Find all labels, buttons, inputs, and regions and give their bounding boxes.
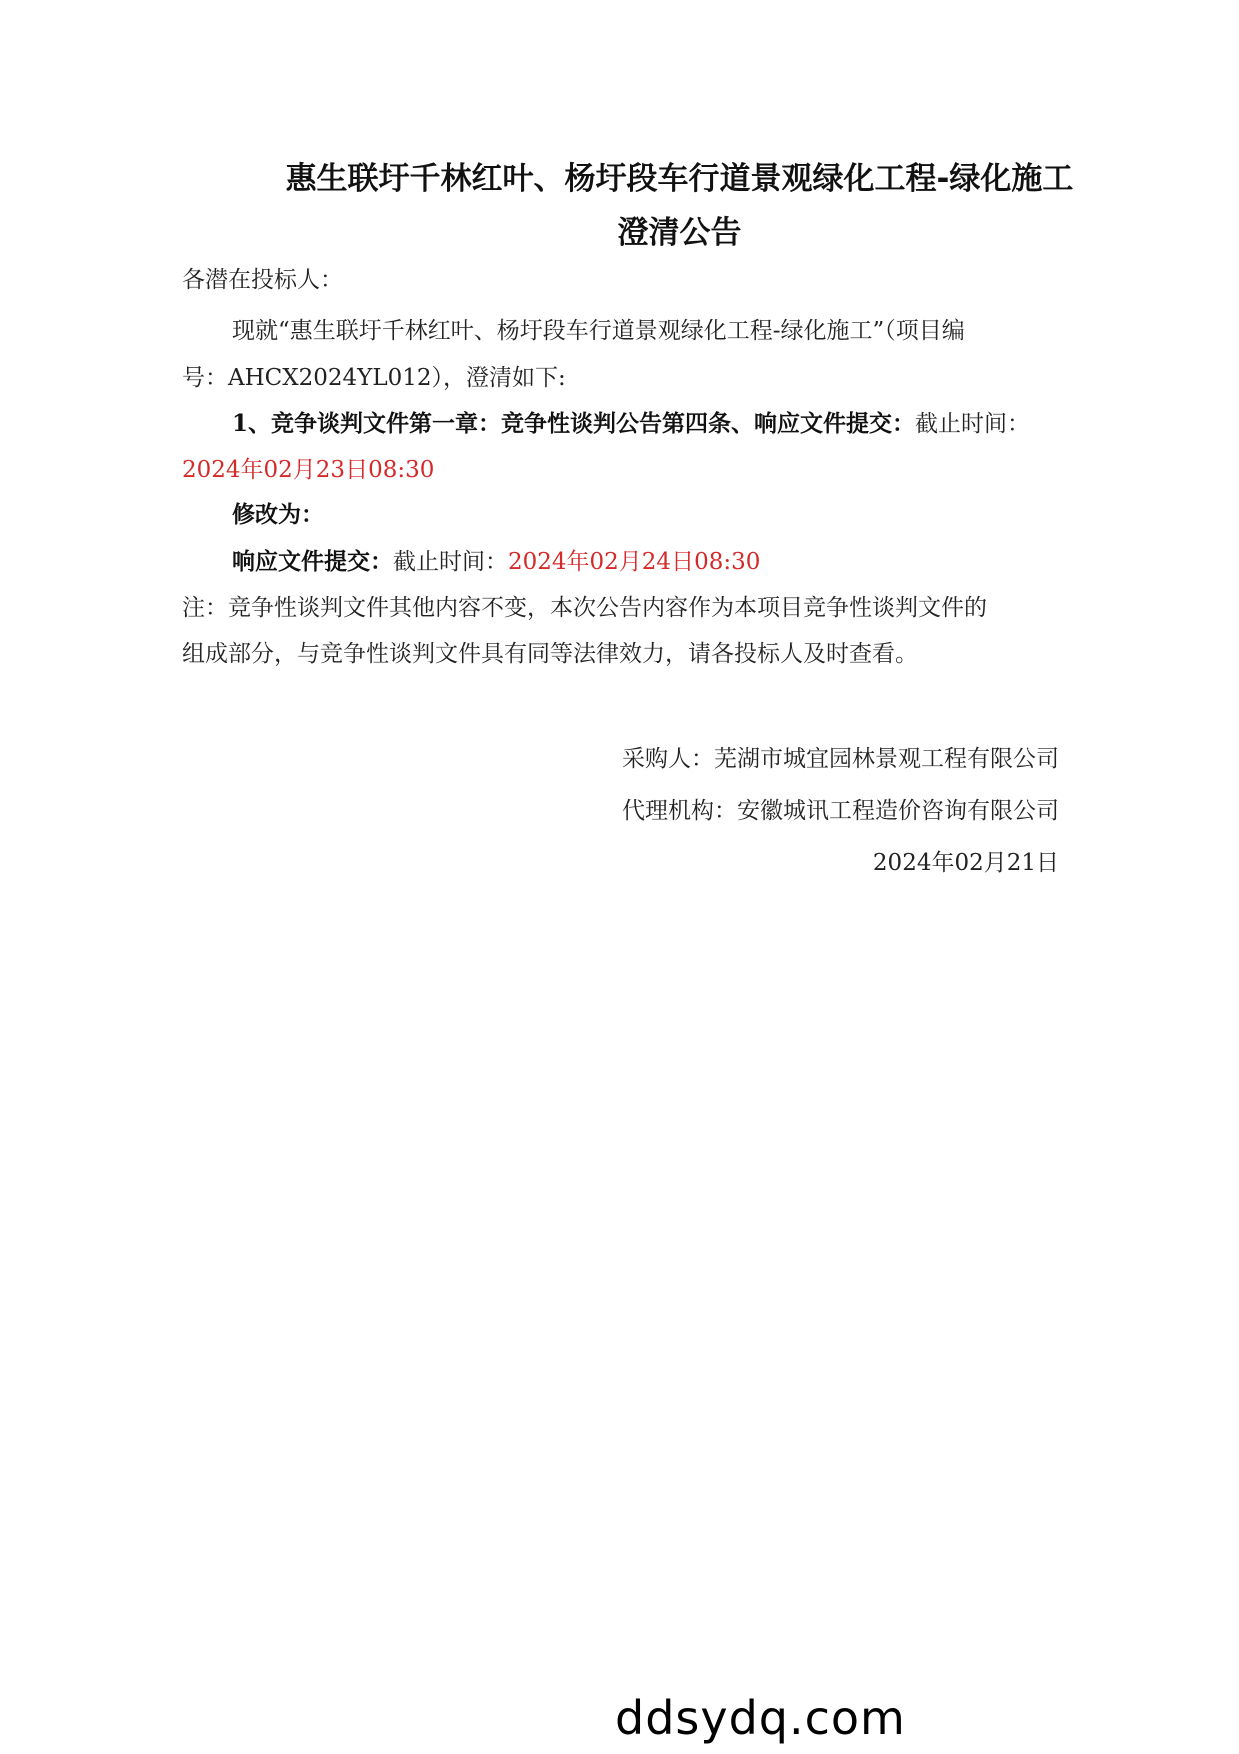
intro-line-1: 现就“惠生联圩千林红叶、杨圩段车行道景观绿化工程-绿化施工”（项目编 bbox=[232, 318, 965, 344]
item-1 bbox=[232, 410, 1030, 438]
new-deadline-date: 2024年02月24日08:30 bbox=[508, 549, 761, 575]
item-1-label: 截止时间： bbox=[915, 411, 1031, 437]
intro-line-2: 号：AHCX2024YL012），澄清如下: bbox=[182, 365, 566, 391]
new-deadline bbox=[232, 548, 760, 576]
modify-label: 修改为： bbox=[232, 501, 324, 528]
new-deadline-heading: 响应文件提交： bbox=[232, 548, 393, 575]
watermark-text: ddsydq.com bbox=[615, 1691, 906, 1745]
title-line-2: 澄清公告 bbox=[617, 215, 742, 251]
salutation: 各潜在投标人： bbox=[182, 267, 343, 293]
agency: 代理机构：安徽城讯工程造价咨询有限公司 bbox=[622, 798, 1059, 824]
item-1-heading: 1、竞争谈判文件第一章：竞争性谈判公告第四条、响应文件提交： bbox=[232, 410, 916, 437]
note-line-2: 组成部分，与竞争性谈判文件具有同等法律效力，请各投标人及时查看。 bbox=[182, 641, 918, 667]
purchaser: 采购人：芜湖市城宜园林景观工程有限公司 bbox=[622, 746, 1059, 772]
issue-date: 2024年02月21日 bbox=[872, 850, 1059, 876]
new-deadline-label: 截止时间： bbox=[393, 549, 508, 575]
title-line-1: 惠生联圩千林红叶、杨圩段车行道景观绿化工程-绿化施工 bbox=[285, 161, 1074, 197]
note-line-1: 注：竞争性谈判文件其他内容不变，本次公告内容作为本项目竞争性谈判文件的 bbox=[182, 595, 987, 621]
item-1-old-date: 2024年02月23日08:30 bbox=[182, 457, 435, 483]
